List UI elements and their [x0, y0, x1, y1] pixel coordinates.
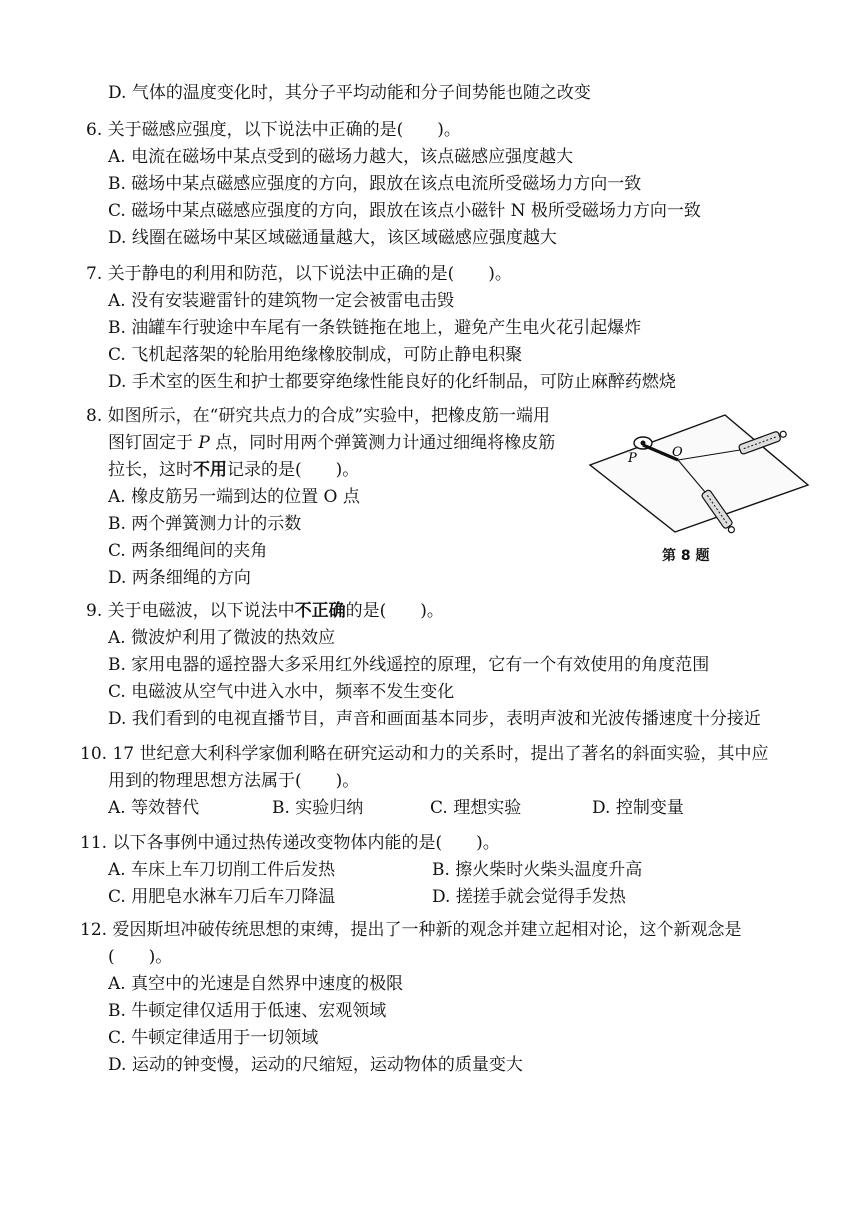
q8-stem-line3-b: 记录的是( )。 [227, 460, 360, 480]
q8-stem-line2 [108, 430, 555, 456]
q9-option-c: C. 电磁波从空气中进入水中，频率不发生变化 [108, 682, 455, 702]
q8-point-p: P [198, 433, 210, 453]
q10-option-c: C. 理想实验 [430, 798, 522, 818]
q12-option-d: D. 运动的钟变慢，运动的尺缩短，运动物体的质量变大 [108, 1055, 523, 1075]
q6-option-c: C. 磁场中某点磁感应强度的方向，跟放在该点小磁针 N 极所受磁场力方向一致 [108, 201, 701, 221]
q12-option-a: A. 真空中的光速是自然界中速度的极限 [108, 974, 404, 994]
q6-option-d: D. 线圈在磁场中某区域磁通量越大，该区域磁感应强度越大 [108, 228, 557, 248]
q9-option-b: B. 家用电器的遥控器大多采用红外线遥控的原理，它有一个有效使用的角度范围 [108, 655, 710, 675]
q10-option-a: A. 等效替代 [108, 798, 200, 818]
q7-option-c: C. 飞机起落架的轮胎用绝缘橡胶制成，可防止静电积聚 [108, 345, 523, 365]
q9-option-a: A. 微波炉利用了微波的热效应 [108, 628, 336, 648]
q10-option-b: B. 实验归纳 [272, 798, 364, 818]
q11-option-a: A. 车床上车刀切削工件后发热 [108, 860, 336, 880]
q8-force-experiment-figure [580, 410, 810, 535]
q12-stem-line2: ( )。 [108, 947, 173, 967]
q7-option-b: B. 油罐车行驶途中车尾有一条铁链拖在地上，避免产生电火花引起爆炸 [108, 318, 642, 338]
q8-option-d: D. 两条细绳的方向 [108, 568, 251, 588]
q11-stem: 11. 以下各事例中通过热传递改变物体内能的是( )。 [80, 833, 500, 853]
figure-label-o: O [672, 445, 683, 460]
q8-stem-line3-a: 拉长，这时 [108, 460, 193, 480]
q8-figure-caption: 第 8 题 [662, 548, 710, 564]
q7-option-d: D. 手术室的医生和护士都要穿绝缘性能良好的化纤制品，可防止麻醉药燃烧 [108, 372, 676, 392]
q11-option-d: D. 搓搓手就会觉得手发热 [432, 887, 626, 907]
q8-stem-line3 [108, 457, 359, 483]
q8-option-c: C. 两条细绳间的夹角 [108, 541, 268, 561]
q6-option-a: A. 电流在磁场中某点受到的磁场力越大，该点磁感应强度越大 [108, 147, 574, 167]
q9-stem [86, 598, 444, 624]
q8-stem-line2-b: 点，同时用两个弹簧测力计通过细绳将橡皮筋 [209, 433, 556, 453]
q9-stem-b: 的是( )。 [345, 601, 444, 621]
q6-stem: 6. 关于磁感应强度，以下说法中正确的是( )。 [86, 120, 461, 140]
q9-emphasis: 不正确 [294, 601, 346, 621]
q7-option-a: A. 没有安装避雷针的建筑物一定会被雷电击毁 [108, 291, 455, 311]
q10-option-d: D. 控制变量 [592, 798, 684, 818]
q8-option-b: B. 两个弹簧测力计的示数 [108, 514, 302, 534]
q10-stem-line1: 10. 17 世纪意大利科学家伽利略在研究运动和力的关系时，提出了著名的斜面实验，其中应 [80, 744, 769, 764]
q5-option-d: D. 气体的温度变化时，其分子平均动能和分子间势能也随之改变 [108, 83, 591, 103]
q6-option-b: B. 磁场中某点磁感应强度的方向，跟放在该点电流所受磁场力方向一致 [108, 174, 642, 194]
q12-option-c: C. 牛顿定律适用于一切领域 [108, 1028, 319, 1048]
q12-stem-line1: 12. 爱因斯坦冲破传统思想的束缚，提出了一种新的观念并建立起相对论，这个新观念是 [80, 920, 742, 940]
q11-option-c: C. 用肥皂水淋车刀后车刀降温 [108, 887, 336, 907]
q11-option-b: B. 擦火柴时火柴头温度升高 [432, 860, 643, 880]
q10-stem-line2: 用到的物理思想方法属于( )。 [108, 771, 360, 791]
q8-stem-line2-a: 图钉固定于 [108, 433, 199, 453]
figure-label-p: P [628, 451, 637, 466]
q8-emphasis: 不用 [193, 460, 227, 480]
q9-stem-a: 9. 关于电磁波，以下说法中 [86, 601, 295, 621]
q9-option-d: D. 我们看到的电视直播节目，声音和画面基本同步，表明声波和光波传播速度十分接近 [108, 709, 761, 729]
q8-option-a: A. 橡皮筋另一端到达的位置 O 点 [108, 487, 360, 507]
q8-stem-line1: 8. 如图所示，在“研究共点力的合成”实验中，把橡皮筋一端用 [86, 406, 551, 426]
q12-option-b: B. 牛顿定律仅适用于低速、宏观领域 [108, 1001, 387, 1021]
q7-stem: 7. 关于静电的利用和防范，以下说法中正确的是( )。 [86, 264, 512, 284]
